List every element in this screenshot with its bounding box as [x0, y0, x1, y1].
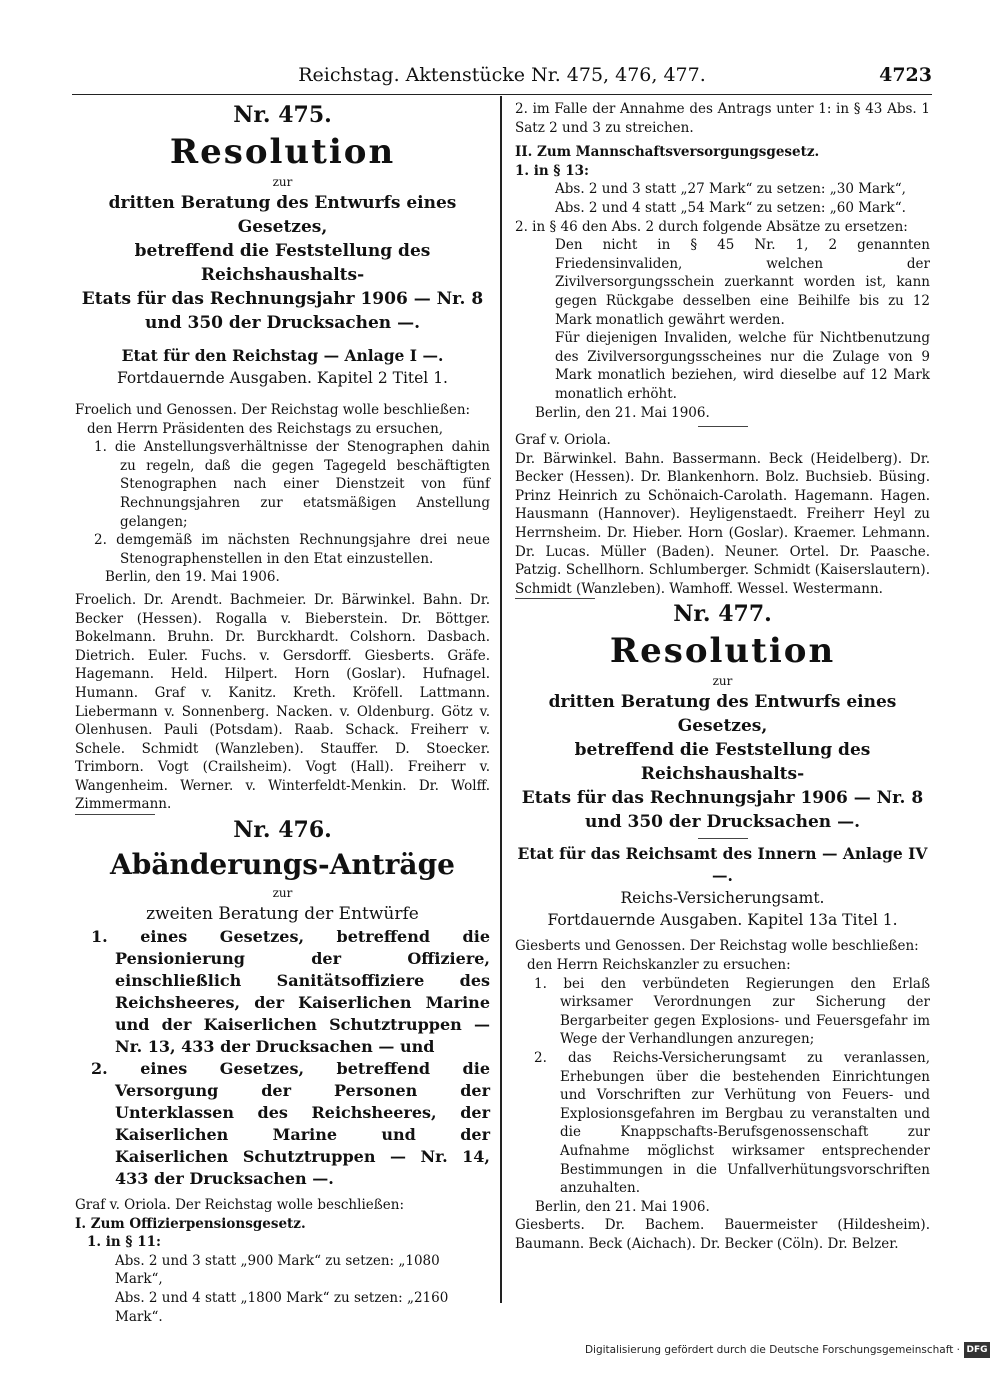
motion2-intro-2: den Herrn Reichskanzler zu ersuchen: [527, 957, 791, 974]
in-11: 1. in § 11: [87, 1234, 161, 1251]
page-number: 4723 [879, 64, 932, 86]
motion-item-1: 1. die Anstellungsverhältnisse der Stenographen dahin zu regeln, daß die gegen Tagegeld beschäftigten Stenographen nach einer Dienstzeit von fünf Rechnungsjahren zur etatsmäßigen Anstellung gelangen; [94, 439, 490, 530]
etat-line-2: Etat für das Reichsamt des Innern — Anlage IV —. [517, 844, 928, 886]
motion-intro: Froelich und Genossen. Der Reichstag wolle beschließen: [75, 402, 471, 418]
abs-line-2: Abs. 2 und 4 statt „1800 Mark“ zu setzen: „2160 Mark“. [115, 1290, 449, 1325]
heading2-line-4: und 350 der Drucksachen —. [584, 812, 860, 833]
date-line-3: Berlin, den 21. Mai 1906. [535, 1198, 710, 1215]
entwurf-2: 2. eines Gesetzes, betreffend die Versorgung der Personen der Unterklassen des Reichsheeres, der Kaiserlichen Marine und der Kaiserlichen Schutztruppen — Nr. 14, 433 der Drucksachen —. [91, 1059, 490, 1189]
small-rule-2 [698, 838, 748, 839]
date-line-2: Berlin, den 21. Mai 1906. [535, 404, 710, 421]
motion2-intro: Giesberts und Genossen. Der Reichstag wolle beschließen: [515, 938, 919, 955]
motion2-item-1: 1. bei den verbündeten Regierungen den Erlaß wirksamer Verordnungen zur Sicherung der Bergarbeiter gegen Explosions- und Feuersgefahr im Wege der Verhandlungen anzuregen; [534, 975, 930, 1048]
section-2-title: II. Zum Mannschaftsversorgungsgesetz. [515, 144, 820, 161]
heading2-line-2: betreffend die Feststellung des Reichshaushalts- [574, 740, 871, 785]
abs-line-1: Abs. 2 und 3 statt „900 Mark“ zu setzen: „1080 Mark“, [115, 1252, 440, 1288]
oriola-intro: Graf v. Oriola. Der Reichstag wolle beschließen: [75, 1197, 405, 1214]
doc-number-477: Nr. 477. [673, 601, 772, 628]
signatures: Froelich. Dr. Arendt. Bachmeier. Dr. Bärwinkel. Bahn. Dr. Becker (Hessen). Rogalla v. Bieberstein. Dr. Böttger. Bokelmann. Bruhn. Dr. Burckhardt. Colshorn. Dasbach. Dietrich. Euler. Fuchs. v. Gersdorff. Giesberts. Gräfe. Hagemann. Held. Hilpert. Horn (Goslar). Hufnagel. Humann. Graf v. Kanitz. Kreth. Kröfell. Lattmann. Liebermann v. Sonnenberg. Nacken. v. Oldenburg. Götz v. Olenhusen. Pauli (Potsdam). Raab. Schack. Freiherr v. Schele. Schmidt (Wanzleben). Stauffer. D. Stoecker. Trimborn. Vogt (Crailsheim). Vogt (Hall). Freiherr v. Wangenheim. Werner. v. Winterfeldt-Menkin. Dr. Wolff. Zimmermann. [75, 591, 490, 813]
resolution-title-2: Resolution [609, 631, 836, 672]
graf-oriola: Graf v. Oriola. [515, 432, 611, 449]
abs13-b: Abs. 2 und 4 statt „54 Mark“ zu setzen: „60 Mark“. [555, 199, 906, 216]
quote-1: Den nicht in § 45 Nr. 1, 2 genannten Friedensinvaliden, welchen der Zivilversorgungsschein zuerkannt worden ist, kann gegen Rückgabe desselben eine Beihilfe bis zu 12 Mark monatlich gewährt werden. [555, 237, 930, 328]
motion-item-2: 2. demgemäß im nächsten Rechnungsjahre drei neue Stenographenstellen in den Etat einzustellen. [94, 532, 490, 567]
heading-line-4: und 350 der Drucksachen —. [144, 313, 420, 333]
page-header [72, 62, 932, 95]
running-title: Reichstag. Aktenstücke Nr. 475, 476, 477. [298, 64, 706, 86]
right-column [515, 100, 930, 1254]
heading-line-3: Etats für das Rechnungsjahr 1906 — Nr. 8 [81, 289, 484, 309]
heading-line-1: dritten Beratung des Entwurfs eines Gesetzes, [108, 193, 457, 237]
doc-number-475: Nr. 475. [233, 102, 332, 128]
zur-label-2: zur [272, 886, 293, 901]
zur-label: zur [272, 175, 293, 189]
amt-line: Reichs-Versicherungsamt. [620, 889, 825, 908]
entwurf-1: 1. eines Gesetzes, betreffend die Pensionierung der Offiziere, einschließlich Sanitätsoffiziere des Reichsheeres, der Kaiserlichen Marine und der Kaiserlichen Schutztruppen — Nr. 13, 433 der Drucksachen — und [91, 927, 490, 1057]
footer [560, 1340, 990, 1362]
ausgaben-line: Fortdauernde Ausgaben. Kapitel 2 Titel 1. [117, 369, 448, 387]
heading2-line-3: Etats für das Rechnungsjahr 1906 — Nr. 8 [521, 788, 924, 809]
in-46: 2. in § 46 den Abs. 2 durch folgende Absätze zu ersetzen: [515, 218, 908, 235]
ausgaben-line-2: Fortdauernde Ausgaben. Kapitel 13a Titel 1. [547, 911, 898, 930]
dfg-logo: DFG [964, 1342, 990, 1358]
small-rule [698, 426, 748, 427]
date-line: Berlin, den 19. Mai 1906. [105, 569, 280, 586]
doc-number-476: Nr. 476. [233, 817, 332, 844]
motion-intro-2: den Herrn Präsidenten des Reichstags zu ersuchen, [87, 420, 444, 437]
etat-line: Etat für den Reichstag — Anlage I —. [121, 346, 444, 365]
heading-line-2: betreffend die Feststellung des Reichshaushalts- [134, 241, 431, 285]
antraege-title: Abänderungs-Anträge [110, 848, 455, 882]
signatures-476: Dr. Bärwinkel. Bahn. Bassermann. Beck (Heidelberg). Dr. Becker (Hessen). Dr. Blankenhorn. Bolz. Buchsieb. Büsing. Prinz Heinrich zu Schönaich-Carolath. Hagemann. Hagen. Hausmann (Hannover). Heyligenstaedt. Freiherr Heyl zu Herrnsheim. Dr. Hieber. Horn (Goslar). Kraemer. Lehmann. Dr. Lucas. Müller (Baden). Neuner. Ortel. Dr. Paasche. Patzig. Schellhorn. Schlumberger. Schmidt (Kaiserslautern). Schmidt (Wanzleben). Wamhoff. Wessel. Westermann. [515, 450, 930, 597]
resolution-title: Resolution [169, 132, 396, 172]
footer-text: Digitalisierung gefördert durch die Deutsche Forschungsgemeinschaft · [584, 1344, 960, 1356]
zur-label-3: zur [712, 674, 733, 689]
quote-2: Für diejenigen Invaliden, welche für Nichtbenutzung des Zivilversorgungsscheines nur die Zulage von 9 Mark monatlich beziehen, wird dieselbe auf 12 Mark monatlich erhöht. [555, 330, 930, 402]
p2: 2. im Falle der Annahme des Antrags unter 1: in § 43 Abs. 1 Satz 2 und 3 zu streichen. [515, 101, 930, 136]
left-column [75, 100, 490, 1326]
zweiten-heading: zweiten Beratung der Entwürfe [146, 904, 419, 925]
motion2-item-2: 2. das Reichs-Versicherungsamt zu veranlassen, Erhebungen über die bestehenden Einrichtungen und Vorschriften zur Verhütung von Feuers- und Explosionsgefahren im Bergbau zu veranstalten und die Knappschafts-Berufsgenossenschaft zur Aufnahme möglichst wirksamer entsprechender Bestimmungen in die Unfallverhütungsvorschriften anzuhalten. [534, 1050, 930, 1197]
heading2-line-1: dritten Beratung des Entwurfs eines Gesetzes, [548, 692, 897, 737]
abs13-a: Abs. 2 und 3 statt „27 Mark“ zu setzen: „30 Mark“, [555, 181, 906, 198]
section-1-title: I. Zum Offizierpensionsgesetz. [75, 1215, 306, 1232]
column-divider [500, 96, 502, 1303]
in-13: 1. in § 13: [515, 162, 589, 179]
signatures-477: Giesberts. Dr. Bachem. Bauermeister (Hildesheim). Baumann. Beck (Aichach). Dr. Becker (Cöln). Dr. Belzer. [515, 1217, 930, 1252]
